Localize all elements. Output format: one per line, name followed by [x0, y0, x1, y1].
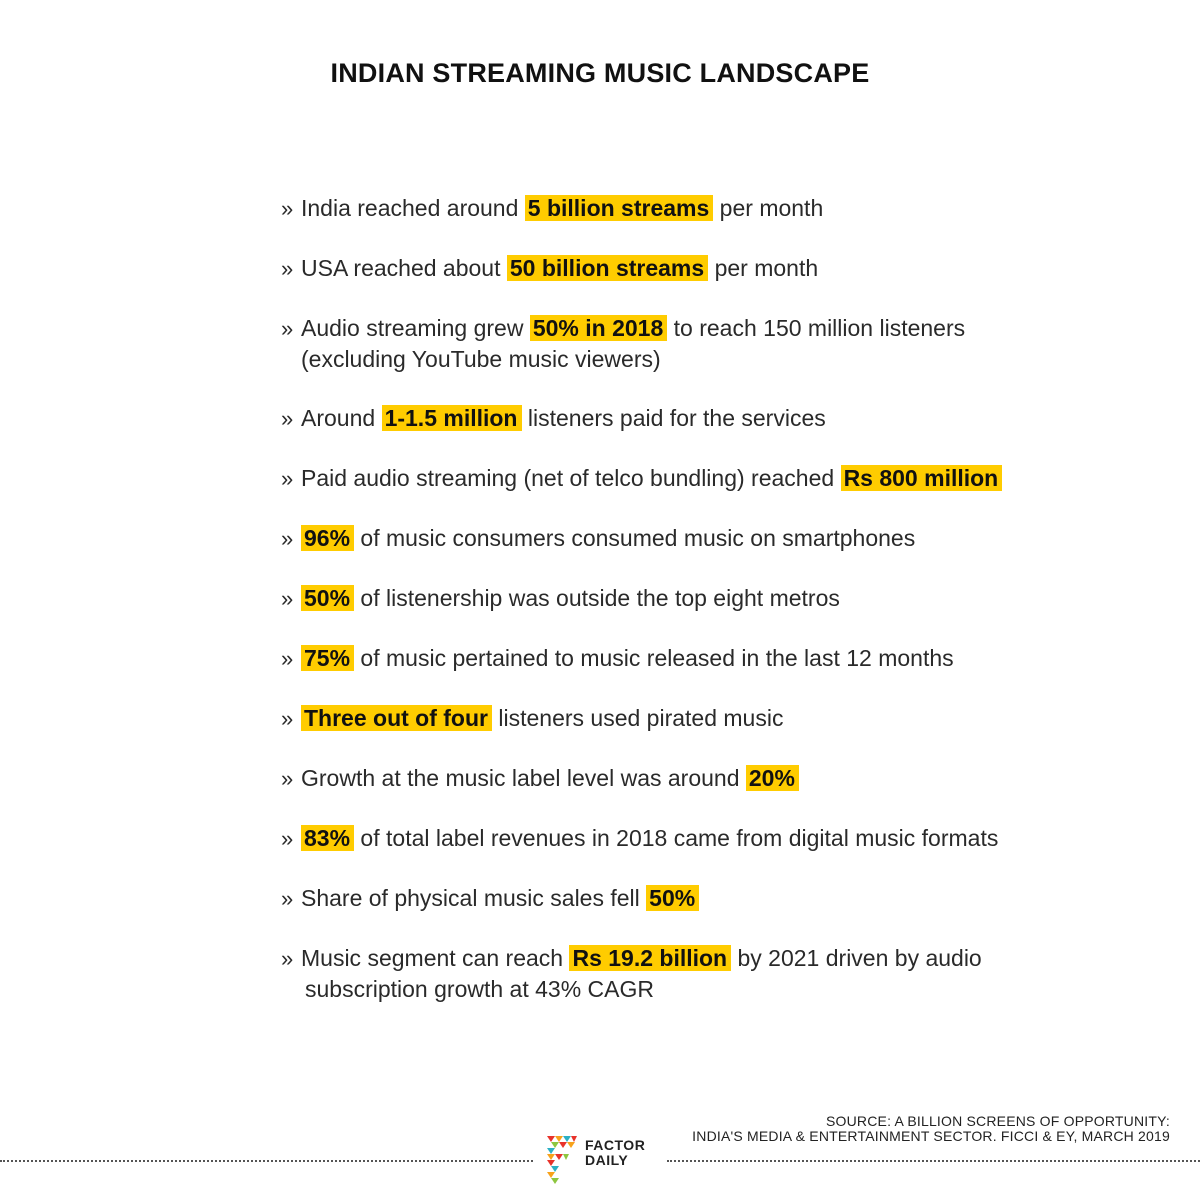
fact-highlight: 83% [301, 825, 354, 851]
fact-text: Around [301, 405, 382, 431]
facts-list [281, 193, 1181, 1033]
page-title: INDIAN STREAMING MUSIC LANDSCAPE [330, 58, 870, 88]
fact-highlight: 50 billion streams [507, 255, 708, 281]
bullet-icon: » [281, 706, 294, 731]
fact-item-4 [281, 403, 1181, 463]
fact-item-5 [281, 463, 1181, 523]
fact-item-12 [281, 883, 1181, 943]
fact-highlight: 50% [646, 885, 699, 911]
fact-highlight: 75% [301, 645, 354, 671]
fact-text: of music pertained to music released in the last 12 months [354, 645, 954, 671]
fact-text: of listenership was outside the top eight metros [354, 585, 840, 611]
fact-text: Paid audio streaming (net of telco bundling) reached [301, 465, 841, 491]
fact-item-6 [281, 523, 1181, 583]
fact-text: per month [708, 255, 819, 281]
fact-item-7 [281, 583, 1181, 643]
bullet-icon: » [281, 196, 294, 221]
footer-divider-left [0, 1160, 533, 1162]
fact-item-13 [281, 943, 1181, 1033]
bullet-icon: » [281, 766, 294, 791]
fact-text: Growth at the music label level was around [301, 765, 746, 791]
fact-text: Share of physical music sales fell [301, 885, 647, 911]
fact-item-9 [281, 703, 1181, 763]
factor-daily-logo [547, 1136, 659, 1188]
fact-item-3 [281, 313, 1181, 403]
fact-highlight: 1-1.5 million [382, 405, 522, 431]
fact-text: of music consumers consumed music on smartphones [354, 525, 916, 551]
fact-text: Audio streaming grew [301, 315, 530, 341]
fact-item-11 [281, 823, 1181, 883]
fact-highlight: Rs 800 million [841, 465, 1003, 491]
fact-continuation: subscription growth at 43% CAGR [305, 976, 654, 1002]
fact-highlight: 5 billion streams [525, 195, 714, 221]
logo-wordmark [585, 1138, 645, 1168]
logo-line-1: FACTOR [585, 1137, 646, 1153]
fact-highlight: Three out of four [301, 705, 492, 731]
bullet-icon: » [281, 256, 294, 281]
source-note [692, 1114, 1170, 1144]
fact-highlight: 50% in 2018 [530, 315, 667, 341]
fact-item-2 [281, 253, 1181, 313]
fact-text: India reached around [301, 195, 525, 221]
fact-text: Music segment can reach [301, 945, 570, 971]
fact-highlight: Rs 19.2 billion [569, 945, 731, 971]
logo-line-2: DAILY [585, 1152, 629, 1168]
fact-text: by 2021 driven by audio [731, 945, 982, 971]
fact-highlight: 20% [746, 765, 799, 791]
fact-text: listeners used pirated music [491, 705, 784, 731]
fact-highlight: 50% [301, 585, 354, 611]
bullet-icon: » [281, 406, 294, 431]
bullet-icon: » [281, 316, 294, 341]
fact-text: USA reached about [301, 255, 507, 281]
fact-text: listeners paid for the services [521, 405, 826, 431]
footer-divider-right [667, 1160, 1200, 1162]
bullet-icon: » [281, 646, 294, 671]
fact-continuation: (excluding YouTube music viewers) [301, 346, 661, 372]
fact-item-10 [281, 763, 1181, 823]
bullet-icon: » [281, 826, 294, 851]
source-line-2: INDIA'S MEDIA & ENTERTAINMENT SECTOR. FICCI & EY, MARCH 2019 [692, 1128, 1170, 1144]
bullet-icon: » [281, 526, 294, 551]
fact-item-8 [281, 643, 1181, 703]
bullet-icon: » [281, 886, 294, 911]
fact-text: per month [713, 195, 824, 221]
bullet-icon: » [281, 586, 294, 611]
source-line-1: SOURCE: A BILLION SCREENS OF OPPORTUNITY: [825, 1113, 1170, 1129]
fact-text: of total label revenues in 2018 came from digital music formats [354, 825, 999, 851]
fact-item-1 [281, 193, 1181, 253]
fact-highlight: 96% [301, 525, 354, 551]
bullet-icon: » [281, 466, 294, 491]
bullet-icon: » [281, 946, 294, 971]
fact-text: to reach 150 million listeners [667, 315, 966, 341]
factor-daily-logo-icon [547, 1136, 577, 1186]
